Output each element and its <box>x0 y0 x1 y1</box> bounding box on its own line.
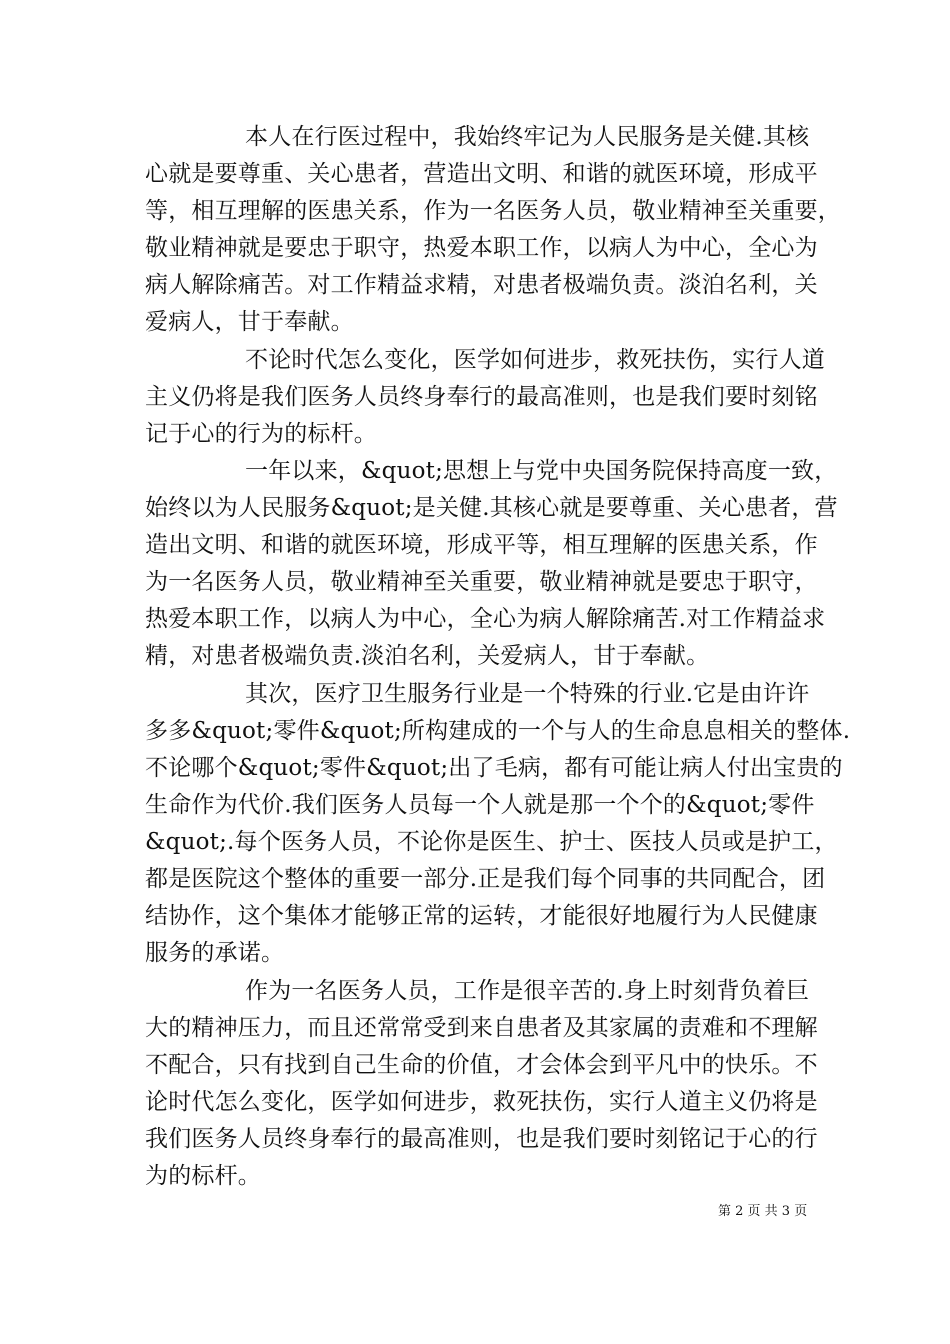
page-number-footer: 第 2 页 共 3 页 <box>718 1204 808 1219</box>
paragraph-4-line-8: 服务的承诺。 <box>145 940 285 966</box>
paragraph-3-line-3: 造出文明、和谐的就医环境，形成平等，相互理解的医患关系，作 <box>145 532 818 558</box>
paragraph-3-line-1: 一年以来，&quot;思想上与党中央国务院保持高度一致， <box>245 458 838 484</box>
paragraph-5-line-2: 大的精神压力，而且还常常受到来自患者及其家属的责难和不理解 <box>145 1015 818 1041</box>
paragraph-4-line-4: 生命作为代价.我们医务人员每一个人就是那一个个的&quot;零件 <box>145 792 815 818</box>
paragraph-3-line-6: 精，对患者极端负责.淡泊名利，关爱病人，甘于奉献。 <box>145 643 710 669</box>
paragraph-2-line-1: 不论时代怎么变化，医学如何进步，救死扶伤，实行人道 <box>245 347 825 373</box>
paragraph-1-line-4: 敬业精神就是要忠于职守，热爱本职工作，以病人为中心，全心为 <box>145 235 818 261</box>
paragraph-2-line-2: 主义仍将是我们医务人员终身奉行的最高准则，也是我们要时刻铭 <box>145 384 818 410</box>
paragraph-4-line-5: &quot;.每个医务人员，不论你是医生、护士、医技人员或是护工， <box>145 829 838 855</box>
paragraph-1-line-6: 爱病人，甘于奉献。 <box>145 309 354 335</box>
paragraph-1-line-3: 等，相互理解的医患关系，作为一名医务人员，敬业精神至关重要， <box>145 198 841 224</box>
paragraph-3-line-4: 为一名医务人员，敬业精神至关重要，敬业精神就是要忠于职守， <box>145 569 818 595</box>
paragraph-5-line-6: 为的标杆。 <box>145 1163 261 1189</box>
paragraph-1-line-5: 病人解除痛苦。对工作精益求精，对患者极端负责。淡泊名利，关 <box>145 272 818 298</box>
paragraph-5-line-3: 不配合，只有找到自己生命的价值，才会体会到平凡中的快乐。不 <box>145 1052 818 1078</box>
paragraph-1-line-1: 本人在行医过程中，我始终牢记为人民服务是关健.其核 <box>245 124 810 150</box>
paragraph-5-line-4: 论时代怎么变化，医学如何进步，救死扶伤，实行人道主义仍将是 <box>145 1089 818 1115</box>
paragraph-5-line-5: 我们医务人员终身奉行的最高准则，也是我们要时刻铭记于心的行 <box>145 1126 818 1152</box>
paragraph-4-line-1: 其次，医疗卫生服务行业是一个特殊的行业.它是由许许 <box>245 681 810 707</box>
paragraph-1-line-2: 心就是要尊重、关心患者，营造出文明、和谐的就医环境，形成平 <box>145 161 818 187</box>
paragraph-4-line-2: 多多&quot;零件&quot;所构建成的一个与人的生命息息相关的整体. <box>145 718 851 744</box>
paragraph-3-line-2: 始终以为人民服务&quot;是关健.其核心就是要尊重、关心患者，营 <box>145 495 838 521</box>
paragraph-5-line-1: 作为一名医务人员，工作是很辛苦的.身上时刻背负着巨 <box>245 978 810 1004</box>
paragraph-3-line-5: 热爱本职工作，以病人为中心，全心为病人解除痛苦.对工作精益求 <box>145 606 826 632</box>
paragraph-2-line-3: 记于心的行为的标杆。 <box>145 421 377 447</box>
paragraph-4-line-6: 都是医院这个整体的重要一部分.正是我们每个同事的共同配合，团 <box>145 866 826 892</box>
paragraph-4-line-7: 结协作，这个集体才能够正常的运转，才能很好地履行为人民健康 <box>145 903 818 929</box>
paragraph-4-line-3: 不论哪个&quot;零件&quot;出了毛病，都有可能让病人付出宝贵的 <box>145 755 843 781</box>
